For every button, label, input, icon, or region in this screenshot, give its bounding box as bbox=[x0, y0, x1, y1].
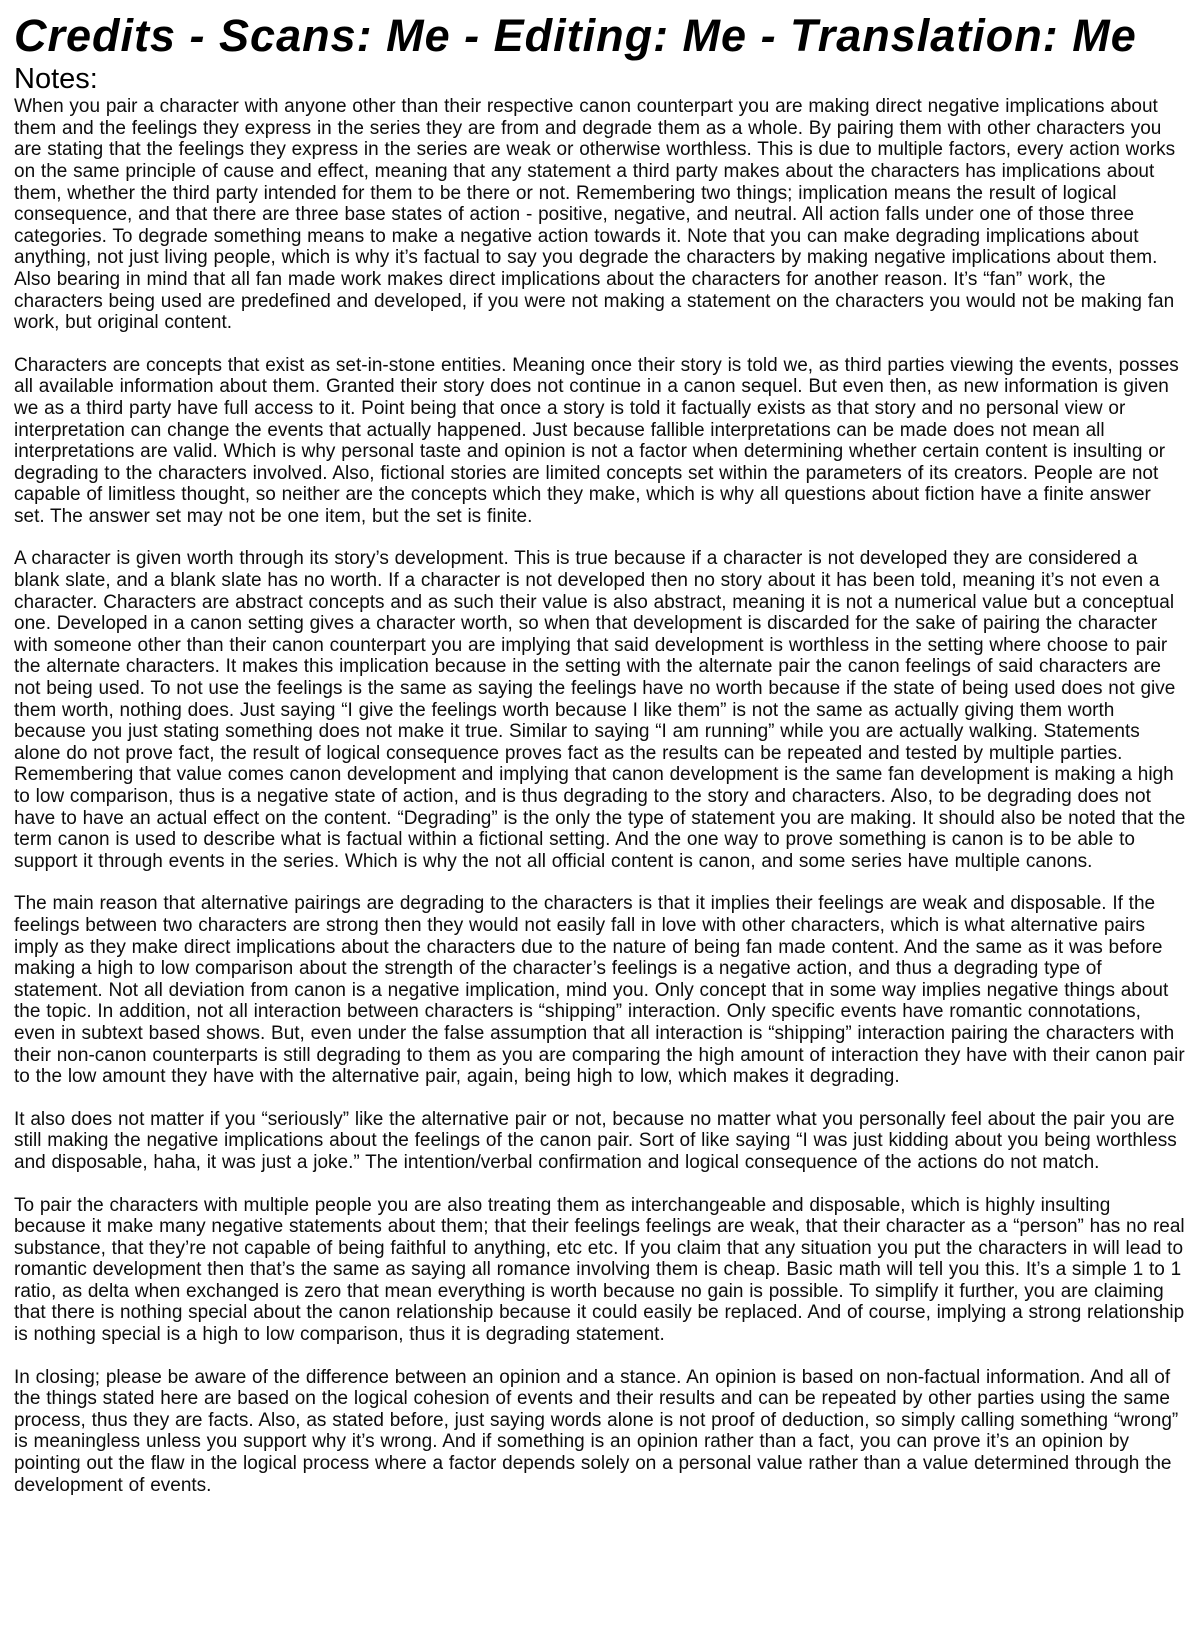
notes-paragraph-3: A character is given worth through its story’s development. This is true because if a character is not developed they are considered a blank slate, and a blank slate has no worth. If a character is not developed then no story about it has been told, meaning it’s not even a character. Characters are abstract concepts and as such their value is also abstract, meaning it is not a numerical value but a conceptual one. Developed in a canon setting gives a character worth, so when that development is discarded for the sake of pairing the character with someone other than their canon counterpart you are implying that said development is worthless in the setting where choose to pair the alternate characters. It makes this implication because in the setting with the alternate pair the canon feelings of said characters are not being used. To not use the feelings is the same as saying the feelings have no worth because if the state of being used does not give them worth, nothing does. Just saying “I give the feelings worth because I like them” is not the same as actually giving them worth because you just stating something does not make it true. Similar to saying “I am running” while you are actually walking. Statements alone do not prove fact, the result of logical consequence proves fact as the results can be repeated and tested by multiple parties. Remembering that value comes canon development and implying that canon development is the same fan development is making a high to low comparison, thus is a negative state of action, and is thus degrading to the story and characters. Also, to be degrading does not have to have an actual effect on the content. “Degrading” is the only the type of statement you are making. It should also be noted that the term canon is used to describe what is factual within a fictional setting. And the one way to prove something is canon is to be able to support it through events in the series. Which is why the not all official content is canon, and some series have multiple canons. bbox=[14, 548, 1186, 872]
notes-heading: Notes: bbox=[14, 62, 98, 95]
notes-paragraph-2: Characters are concepts that exist as set-in-stone entities. Meaning once their story is told we, as third parties viewing the events, posses all available information about them. Granted their story does not continue in a canon sequel. But even then, as new information is given we as a third party have full access to it. Point being that once a story is told it factually exists as that story and no personal view or interpretation can change the events that actually happened. Just because fallible interpretations can be made does not mean all interpretations are valid. Which is why personal taste and opinion is not a factor when determining whether certain content is insulting or degrading to the characters involved. Also, fictional stories are limited concepts set within the parameters of its creators. People are not capable of limitless thought, so neither are the concepts which they make, which is why all questions about fiction have a finite answer set. The answer set may not be one item, but the set is finite. bbox=[14, 354, 1179, 527]
notes-paragraph-6: To pair the characters with multiple people you are also treating them as interchangeable and disposable, which is highly insulting because it make many negative statements about them; that their feelings feelings are weak, that their character as a “person” has no real substance, that they’re not capable of being faithful to anything, etc etc. If you claim that any situation you put the characters in will lead to romantic development then that’s the same as saying all romance involving them is cheap. Basic math will tell you this. It’s a simple 1 to 1 ratio, as delta when exchanged is zero that mean everything is worth because no gain is possible. To simplify it further, you are claiming that there is nothing special about the canon relationship because it could easily be replaced. And of course, implying a strong relationship is nothing special is a high to low comparison, thus it is degrading statement. bbox=[14, 1194, 1185, 1346]
notes-paragraph-7: In closing; please be aware of the difference between an opinion and a stance. An opinion is based on non-factual information. And all of the things stated here are based on the logical cohesion of events and their results and can be repeated by other parties using the same process, thus they are facts. Also, as stated before, just saying words alone is not proof of deduction, so simply calling something “wrong” is meaningless unless you support why it’s wrong. And if something is an opinion rather than a fact, you can prove it’s an opinion by pointing out the flaw in the logical process where a factor depends solely on a personal value rather than a value determined through the development of events. bbox=[14, 1366, 1179, 1496]
credits-title: Credits - Scans: Me - Editing: Me - Translation: Me bbox=[14, 10, 1137, 61]
notes-paragraph-4: The main reason that alternative pairings are degrading to the characters is that it implies their feelings are weak and disposable. If the feelings between two characters are strong then they would not easily fall in love with other characters, which is what alternative pairs imply as they make direct implications about the characters due to the nature of being fan made content. And the same as it was before making a high to low comparison about the strength of the character’s feelings is a negative action, and thus a degrading type of statement. Not all deviation from canon is a negative implication, mind you. Only concept that in some way implies negative things about the topic. In addition, not all interaction between characters is “shipping” interaction. Only specific events have romantic connotations, even in subtext based shows. But, even under the false assumption that all interaction is “shipping” interaction pairing the characters with their non-canon counterparts is still degrading to them as you are comparing the high amount of interaction they have with their canon pair to the low amount they have with the alternative pair, again, being high to low, which makes it degrading. bbox=[14, 893, 1185, 1088]
notes-paragraph-1: When you pair a character with anyone other than their respective canon counterpart you are making direct negative implications about them and the feelings they express in the series they are from and degrade them as a whole. By pairing them with other characters you are stating that the feelings they express in the series are weak or otherwise worthless. This is due to multiple factors, every action works on the same principle of cause and effect, meaning that any statement a third party makes about the characters has implications about them, whether the third party intended for them to be there or not. Remembering two things; implication means the result of logical consequence, and that there are three base states of action - positive, negative, and neutral. All action falls under one of those three categories. To degrade something means to make a negative action towards it. Note that you can make degrading implications about anything, not just living people, which is why it’s factual to say you degrade the characters by making negative implications about them. Also bearing in mind that all fan made work makes direct implications about the characters for another reason. It’s “fan” work, the characters being used are predefined and developed, if you were not making a statement on the characters you would not be making fan work, but original content. bbox=[14, 96, 1176, 334]
notes-body bbox=[14, 96, 1186, 1496]
notes-paragraph-5: It also does not matter if you “seriously” like the alternative pair or not, because no matter what you personally feel about the pair you are still making the negative implications about the feelings of the canon pair. Sort of like saying “I was just kidding about you being worthless and disposable, haha, it was just a joke.” The intention/verbal confirmation and logical consequence of the actions do not match. bbox=[14, 1108, 1177, 1173]
